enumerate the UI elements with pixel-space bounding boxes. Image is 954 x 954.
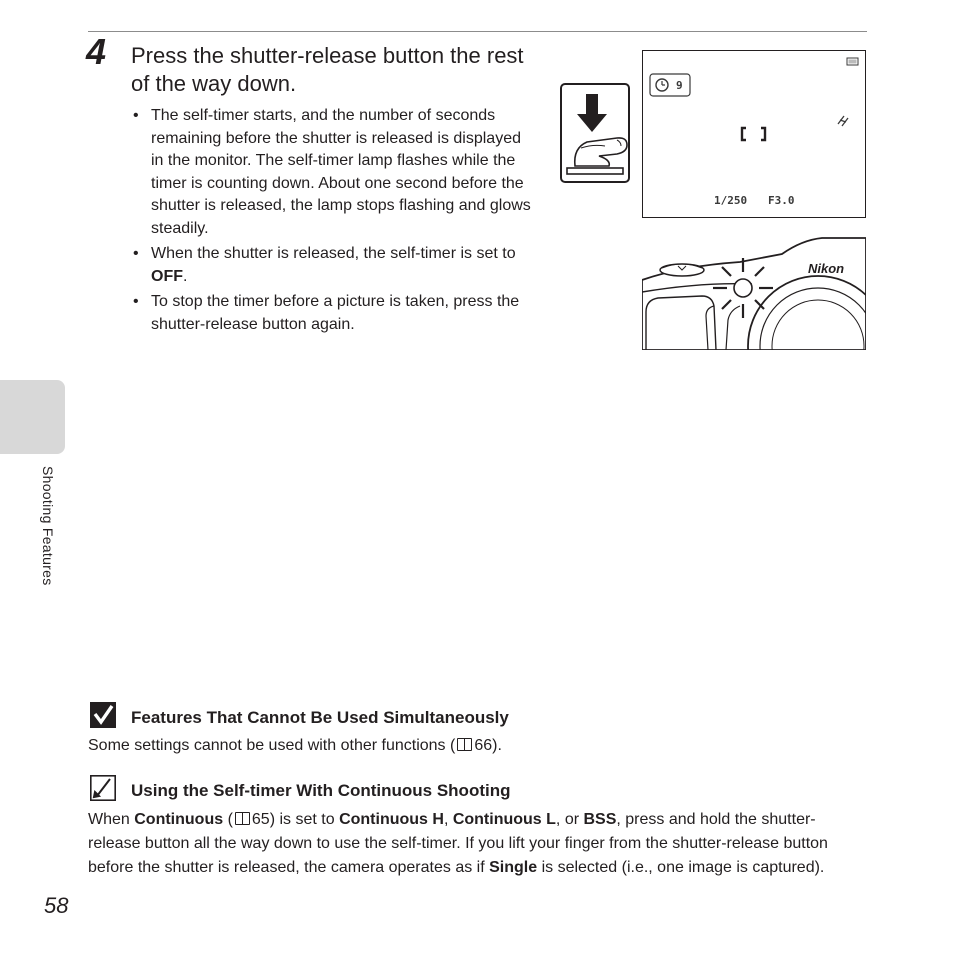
note-body-self-timer [88,808,868,880]
setting-single: Single [489,859,538,876]
instruction-list [131,105,531,339]
down-arrow-icon [586,94,598,116]
section-label: Shooting Features [40,466,56,586]
step-title: Press the shutter-release button the rest of the way down. [131,43,524,96]
off-setting-label: OFF [151,267,183,285]
book-reference-icon [235,812,250,825]
shutter-speed-readout: 1/250 [714,194,748,207]
section-tab [0,380,65,454]
shutter-press-illustration [559,82,631,184]
note-text: , or [555,811,584,828]
setting-continuous-l: Continuous L [452,811,556,828]
camera-monitor-display [642,50,866,218]
setting-bss: BSS [583,811,617,828]
camera-self-timer-lamp-illustration [642,236,866,350]
list-item [131,291,531,336]
shutter-button-shape [567,168,623,174]
note-text: ( [223,811,233,828]
bullet-text: When the shutter is released, the self-timer is set to [151,245,516,262]
note-text: ) is set to [269,811,340,828]
note-text: Some settings cannot be used with other functions ( [88,737,456,754]
setting-continuous-h: Continuous H [339,811,444,828]
top-rule [88,31,867,32]
page-reference: 65 [251,811,270,828]
page-reference: 66 [474,737,493,754]
bullet-text: The self-timer starts, and the number of seconds remaining before the shutter is released is displayed in the monitor. The self-timer lamp flashes while the timer is counting down. About one second before the shutter is released, the lamp stops flashing and glows steadily. [151,107,531,237]
list-item [131,105,531,240]
caution-check-icon [90,702,116,728]
note-text: , press and hold the shutter-release button all the way down to use the self-timer. If you lift your finger from the shutter-release button before the shutter is released, the camera operates as if [88,811,828,876]
note-text: is selected (i.e., one image is captured). [537,859,825,876]
page-number: 58 [44,893,69,918]
book-reference-icon [457,738,472,751]
list-item [131,243,531,288]
self-timer-lamp-icon [734,279,752,297]
note-heading-self-timer: Using the Self-timer With Continuous Shooting [131,781,511,800]
step-number: 4 [86,31,107,72]
note-text: , [443,811,453,828]
note-text: When [88,811,135,828]
setting-continuous: Continuous [134,811,224,828]
timer-countdown: 9 [676,79,683,92]
brand-logo: Nikon [808,261,845,276]
note-body-simultaneous [88,734,868,758]
bullet-text: To stop the timer before a picture is taken, press the shutter-release button again. [151,293,520,333]
note-heading-simultaneous: Features That Cannot Be Used Simultaneously [131,708,509,727]
aperture-readout: F3.0 [768,194,795,207]
bullet-text: . [183,267,188,285]
note-text: ). [492,737,502,754]
note-pencil-icon [90,775,116,801]
